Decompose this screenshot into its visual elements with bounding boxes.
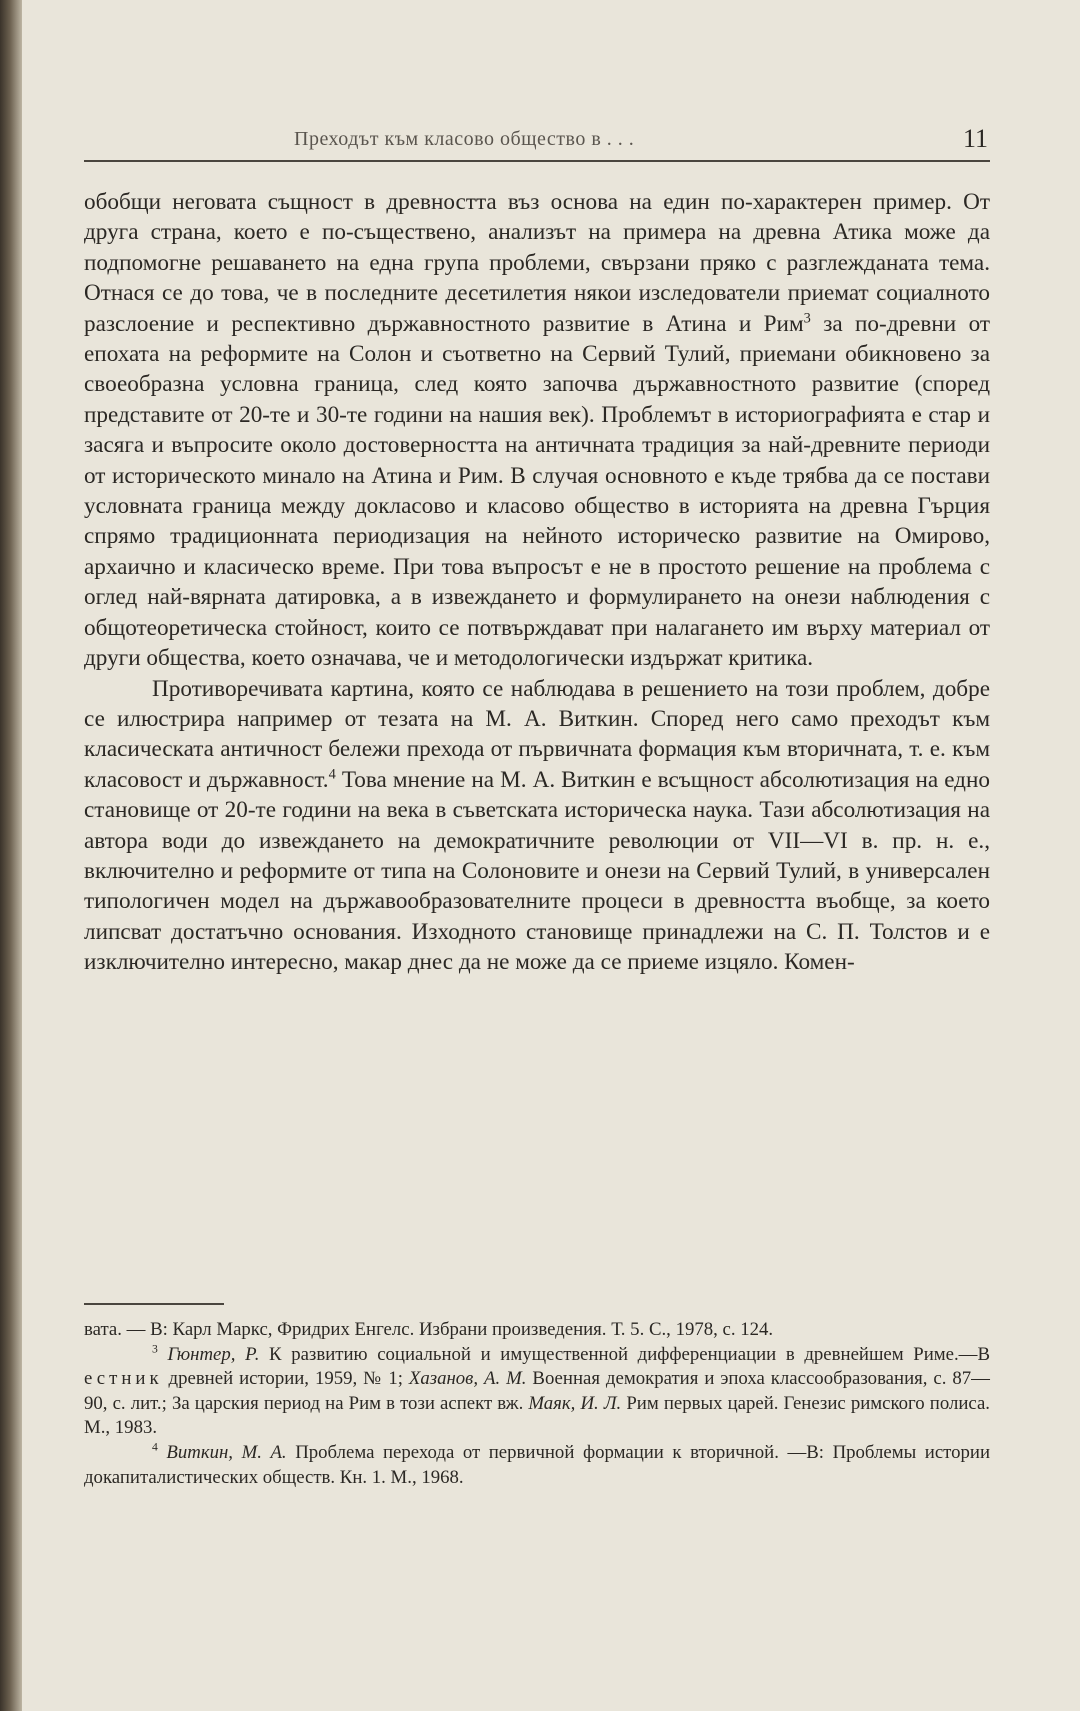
footnote-4-author: Виткин, М. А. bbox=[166, 1441, 287, 1463]
footnote-4-number: 4 bbox=[152, 1440, 158, 1454]
paragraph-2-text-b: Това мнение на М. А. Виткин е всъщност абсолютизация на едно становище от 20-те години на века в съветската историческа наука. Тази абсолютизация на автора води до извеждането на демократичните революции от VII—VI в. пр. н. е., включително и реформите от типа на Солоновите и онези на Сервий Тулий, в универсален типологичен модел на държавообразователните процеси в древността въобще, за което липсват достатъчно основания. Изходното становище принадлежи на С. П. Толстов и е изключително интересно, макар днес да не може да се приеме изцяло. Комен- bbox=[84, 766, 990, 976]
footnote-3-text-2: древней истории, 1959, № 1; bbox=[162, 1368, 409, 1390]
page-number: 11 bbox=[962, 124, 988, 153]
footnote-3-author-3: Маяк, И. Л. bbox=[528, 1392, 622, 1414]
header-rule bbox=[84, 160, 990, 162]
footnote-ref-4: 4 bbox=[328, 765, 336, 782]
footnote-3-text-1: К развитию социальной и имущественной дифференциации в древнейшем Риме.—В bbox=[259, 1343, 990, 1365]
footnote-3-author-2: Хазанов, А. М. bbox=[408, 1368, 527, 1390]
footnote-3 bbox=[84, 1343, 990, 1441]
book-binding-shadow bbox=[0, 0, 22, 1711]
footnote-4 bbox=[84, 1441, 990, 1490]
body-text bbox=[84, 187, 990, 978]
page-header bbox=[84, 124, 990, 158]
footnote-3-text-3: Военная демократия и эпоха классообразования, с. 87—90, с. лит.; За царския период на Рим в този аспект вж. bbox=[84, 1368, 990, 1414]
footnote-3-author-1: Гюнтер, Р. bbox=[167, 1343, 260, 1365]
running-title: Преходът към класово общество в . . . bbox=[294, 128, 635, 150]
footnotes bbox=[84, 1318, 990, 1490]
footnote-rule bbox=[84, 1303, 224, 1305]
footnote-3-number: 3 bbox=[152, 1342, 158, 1356]
paragraph-1 bbox=[84, 187, 990, 674]
paragraph-2 bbox=[84, 674, 990, 978]
paragraph-1-text-b: за по-древни от епохата на реформите на Солон и съответно на Сервий Тулий, приемани обикновено за своеобразна условна граница, след която започва държавностното развитие (според представите от 20-те и 30-те години на нашия век). Проблемът в историографията е стар и засяга и въпросите около достоверността на античната традиция за най-древните периоди от историческото минало на Атина и Рим. В случая основното е къде трябва да се постави условната граница между докласово и класово общество в историята на древна Гърция спрямо традиционната периодизация на нейното историческо развитие на Омирово, архаично и класическо време. При това въпросът е не в простото решение на проблема с оглед най-вярната датировка, а в извеждането и формулирането на онези наблюдения с общотеоретическа стойност, които се потвърждават при налагането им върху материал от други общества, което означава, че и методологически издържат критика. bbox=[84, 310, 990, 672]
book-page bbox=[84, 0, 990, 1711]
footnote-3-text-4: Рим первых царей. Генезис римского полиса. М., 1983. bbox=[84, 1392, 990, 1439]
footnote-3-journal: естник bbox=[84, 1368, 163, 1390]
footnote-4-text: Проблема перехода от первичной формации к вторичной. —В: Проблемы истории докапиталистических обществ. Кн. 1. М., 1968. bbox=[84, 1441, 990, 1488]
footnote-ref-3: 3 bbox=[803, 309, 811, 326]
paragraph-2-text-a: Противоречивата картина, която се наблюдава в решението на този проблем, добре се илюстрира например от тезата на М. А. Виткин. Според него само преходът към класическата античност бележи прехода от първичната формация към вторичната, т. е. към класовост и държавност. bbox=[84, 675, 990, 793]
footnote-continuation: вата. — В: Карл Маркс, Фридрих Енгелс. Избрани произведения. Т. 5. С., 1978, с. 124. bbox=[84, 1319, 774, 1340]
paragraph-1-text-a: обобщи неговата същност в древността въз основа на един по-характерен пример. От друга страна, което е по-съществено, анализът на примера на древна Атика може да подпомогне решаването на една група проблеми, свързани пряко с разглежданата тема. Отнася се до това, че в последните десетилетия някои изследователи приемат социалното разслоение и респективно държавностното развитие в Атина и Рим bbox=[84, 189, 990, 337]
